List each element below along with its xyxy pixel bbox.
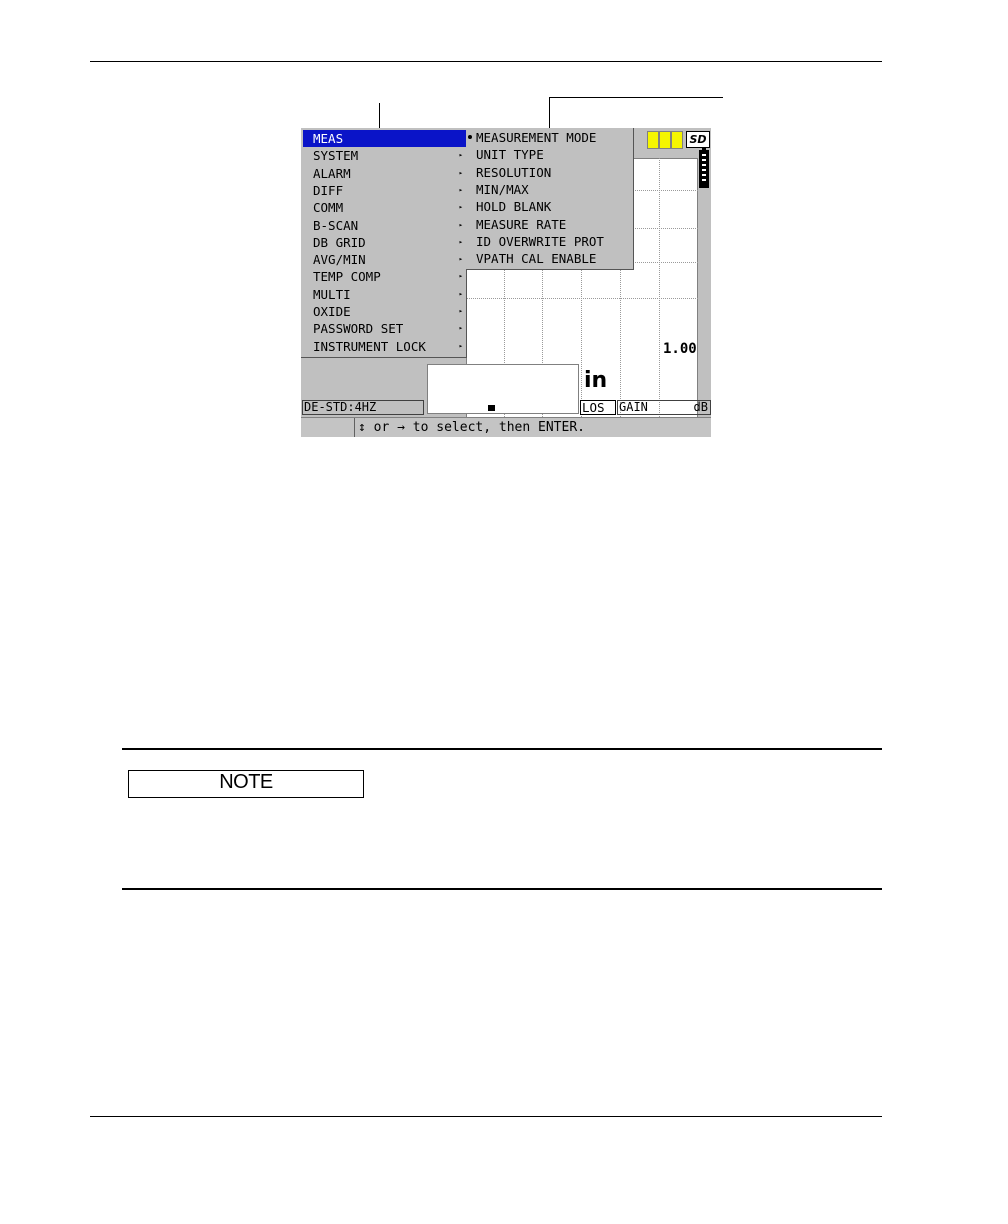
submenu-item-measure-rate[interactable]: MEASURE RATE — [476, 216, 567, 232]
submenu-item-id-overwrite-prot[interactable]: ID OVERWRITE PROT — [476, 233, 604, 249]
reading-box — [427, 364, 579, 414]
note-bottom-rule — [122, 888, 882, 890]
submenu-item-vpath-cal-enable[interactable]: VPATH CAL ENABLE — [476, 251, 597, 267]
menu-item-multi[interactable]: MULTI ▸ — [313, 286, 463, 302]
submenu-arrow-icon: ▸ — [458, 237, 463, 246]
main-menu — [301, 128, 467, 358]
menu-item-meas[interactable]: MEAS — [303, 130, 466, 147]
meas-submenu — [466, 128, 634, 270]
submenu-arrow-icon: ▸ — [458, 203, 463, 212]
submenu-item-hold-blank[interactable]: HOLD BLANK — [476, 199, 552, 215]
help-divider — [354, 418, 355, 437]
submenu-arrow-icon: ▸ — [458, 289, 463, 298]
battery-icon — [699, 150, 709, 188]
submenu-arrow-icon: ▸ — [458, 341, 463, 350]
status-indicator — [659, 131, 671, 149]
submenu-item-measurement-mode[interactable]: MEASUREMENT MODE — [476, 130, 597, 145]
menu-item-instrument-lock[interactable]: INSTRUMENT LOCK ▸ — [313, 338, 463, 354]
menu-item-oxide[interactable]: OXIDE ▸ — [313, 304, 463, 319]
menu-item-b-scan[interactable]: B-SCAN ▸ — [313, 217, 463, 233]
submenu-arrow-icon: ▸ — [458, 272, 463, 281]
help-text: ↕ or → to select, then ENTER. — [358, 420, 585, 435]
menu-item-db-grid[interactable]: DB GRID ▸ — [313, 234, 463, 250]
gain-label: GAIN — [619, 400, 648, 414]
cursor-square-icon — [488, 405, 495, 411]
instrument-screen — [301, 128, 711, 437]
submenu-item-unit-type[interactable]: UNIT TYPE — [476, 147, 544, 163]
submenu-arrow-icon: ▸ — [458, 255, 463, 264]
footer-rule — [90, 1116, 882, 1117]
callout-line-submenu-horizontal — [549, 97, 723, 98]
gain-unit: dB — [693, 400, 708, 414]
los-indicator: LOS — [580, 400, 616, 415]
note-top-rule — [122, 748, 882, 750]
help-bar — [301, 417, 711, 437]
status-indicator — [647, 131, 659, 149]
transducer-status: DE-STD:4HZ — [302, 400, 424, 415]
menu-item-temp-comp[interactable]: TEMP COMP ▸ — [313, 269, 463, 285]
submenu-item-resolution[interactable]: RESOLUTION — [476, 164, 552, 180]
submenu-arrow-icon: ▸ — [458, 168, 463, 177]
callout-line-main-menu — [379, 103, 380, 130]
submenu-arrow-icon: ▸ — [458, 220, 463, 229]
menu-item-diff[interactable]: DIFF ▸ — [313, 182, 463, 198]
submenu-arrow-icon: ▸ — [458, 185, 463, 194]
gain-status — [617, 400, 711, 415]
menu-item-alarm[interactable]: ALARM ▸ — [313, 165, 463, 181]
thickness-value: 1.00 — [663, 341, 697, 357]
submenu-item-min-max[interactable]: MIN/MAX — [476, 181, 529, 197]
submenu-arrow-icon: ▸ — [458, 324, 463, 333]
units-label: in — [584, 368, 608, 393]
menu-item-password-set[interactable]: PASSWORD SET ▸ — [313, 321, 463, 337]
callout-line-submenu-vertical — [549, 97, 550, 130]
menu-item-system[interactable]: SYSTEM ▸ — [313, 148, 463, 164]
sd-card-icon: SD — [686, 131, 710, 148]
submenu-arrow-icon: ▸ — [458, 307, 463, 315]
menu-item-avg-min[interactable]: AVG/MIN ▸ — [313, 252, 463, 268]
status-indicator — [671, 131, 683, 149]
note-label: NOTE — [128, 770, 364, 798]
active-bullet-icon — [468, 135, 472, 139]
submenu-arrow-icon: ▸ — [458, 151, 463, 160]
menu-item-comm[interactable]: COMM ▸ — [313, 200, 463, 216]
header-rule — [90, 61, 882, 62]
